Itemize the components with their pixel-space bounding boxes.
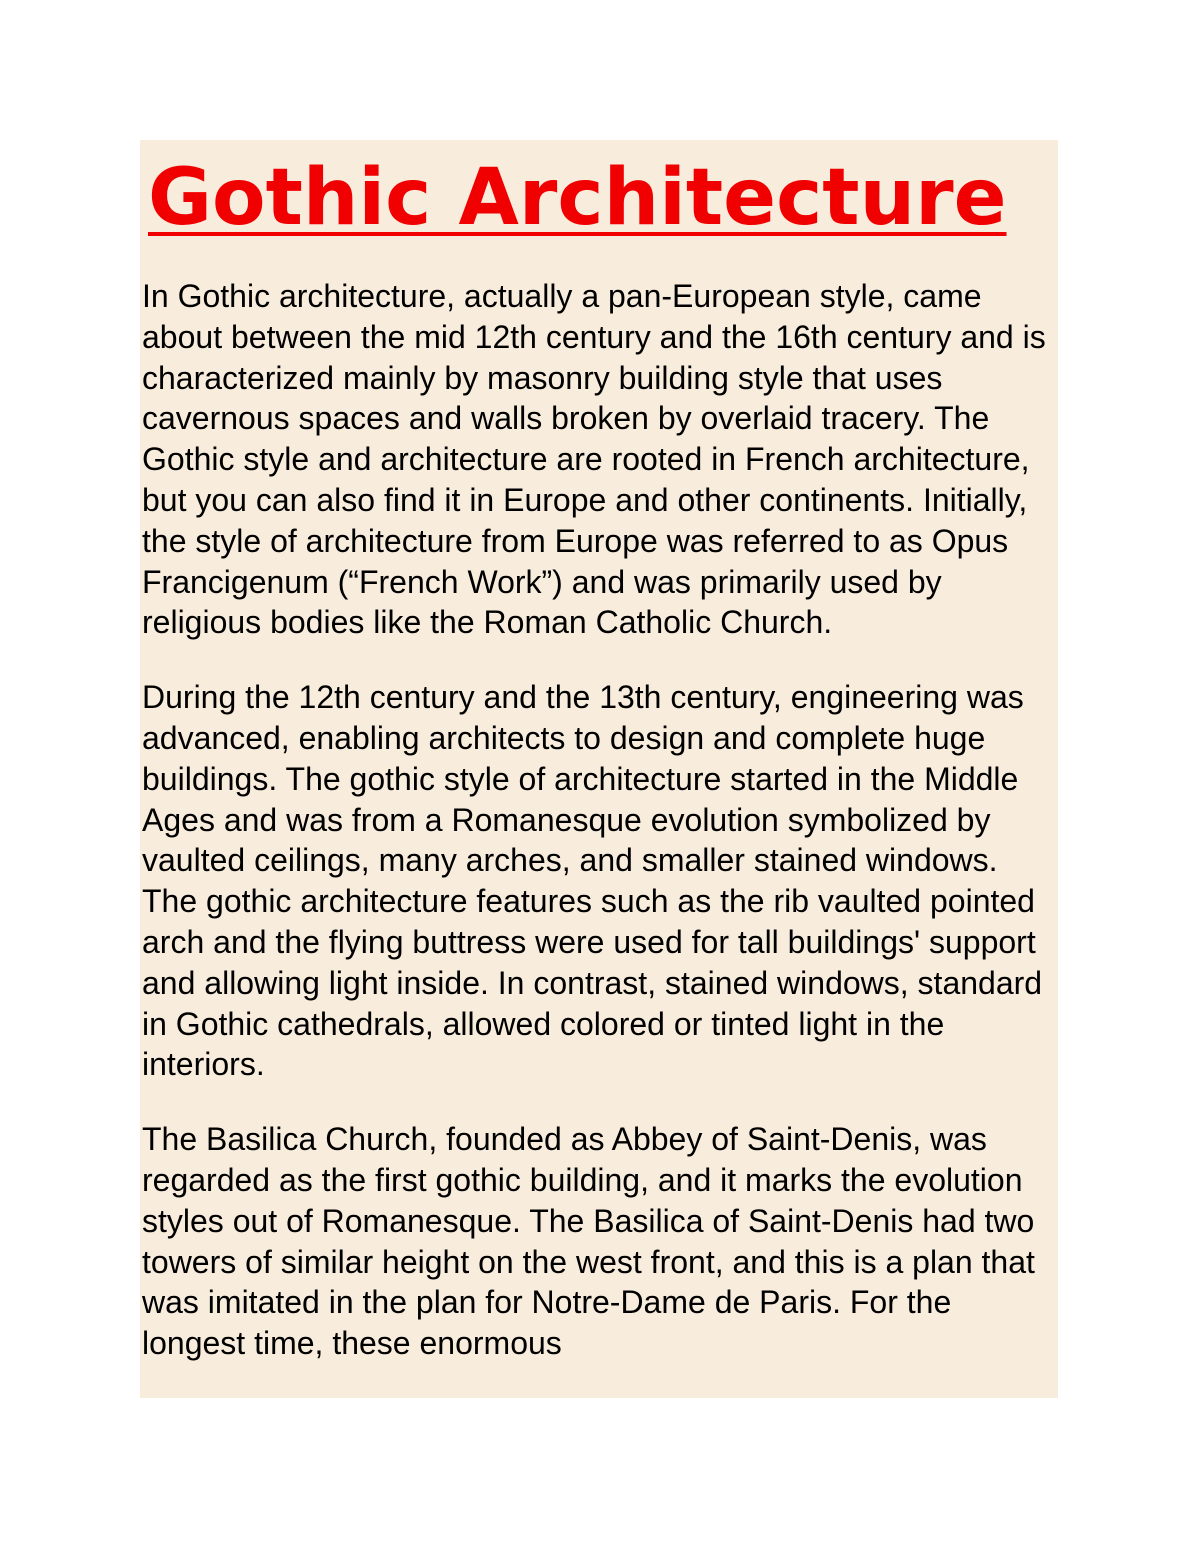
article-box [140,140,1058,1398]
paragraph-3: The Basilica Church, founded as Abbey of Saint-Denis, was regarded as the first gothic building, and it marks the evolution styles out of Romanesque. The Basilica of Saint-Denis had two towers of similar height on the west front, and this is a plan that was imitated in the plan for Notre-Dame de Paris. For the longest time, these enormous [142,1121,1035,1362]
paragraph-1: In Gothic architecture, actually a pan-European style, came about between the mid 12th century and the 16th century and is characterized mainly by masonry building style that uses cavernous spaces and walls broken by overlaid tracery. The Gothic style and architecture are rooted in French architecture, but you can also find it in Europe and other continents. Initially, the style of architecture from Europe was referred to as Opus Francigenum (“French Work”) and was primarily used by religious bodies like the Roman Catholic Church. [142,278,1046,641]
paragraph-2: During the 12th century and the 13th century, engineering was advanced, enabling architects to design and complete huge buildings. The gothic style of architecture started in the Middle Ages and was from a Romanesque evolution symbolized by vaulted ceilings, many arches, and smaller stained windows. The gothic architecture features such as the rib vaulted pointed arch and the flying buttress were used for tall buildings' support and allowing light inside. In contrast, stained windows, standard in Gothic cathedrals, allowed colored or tinted light in the interiors. [142,679,1043,1083]
document-title: Gothic Architecture [148,153,1007,243]
article-body [142,276,1056,1364]
